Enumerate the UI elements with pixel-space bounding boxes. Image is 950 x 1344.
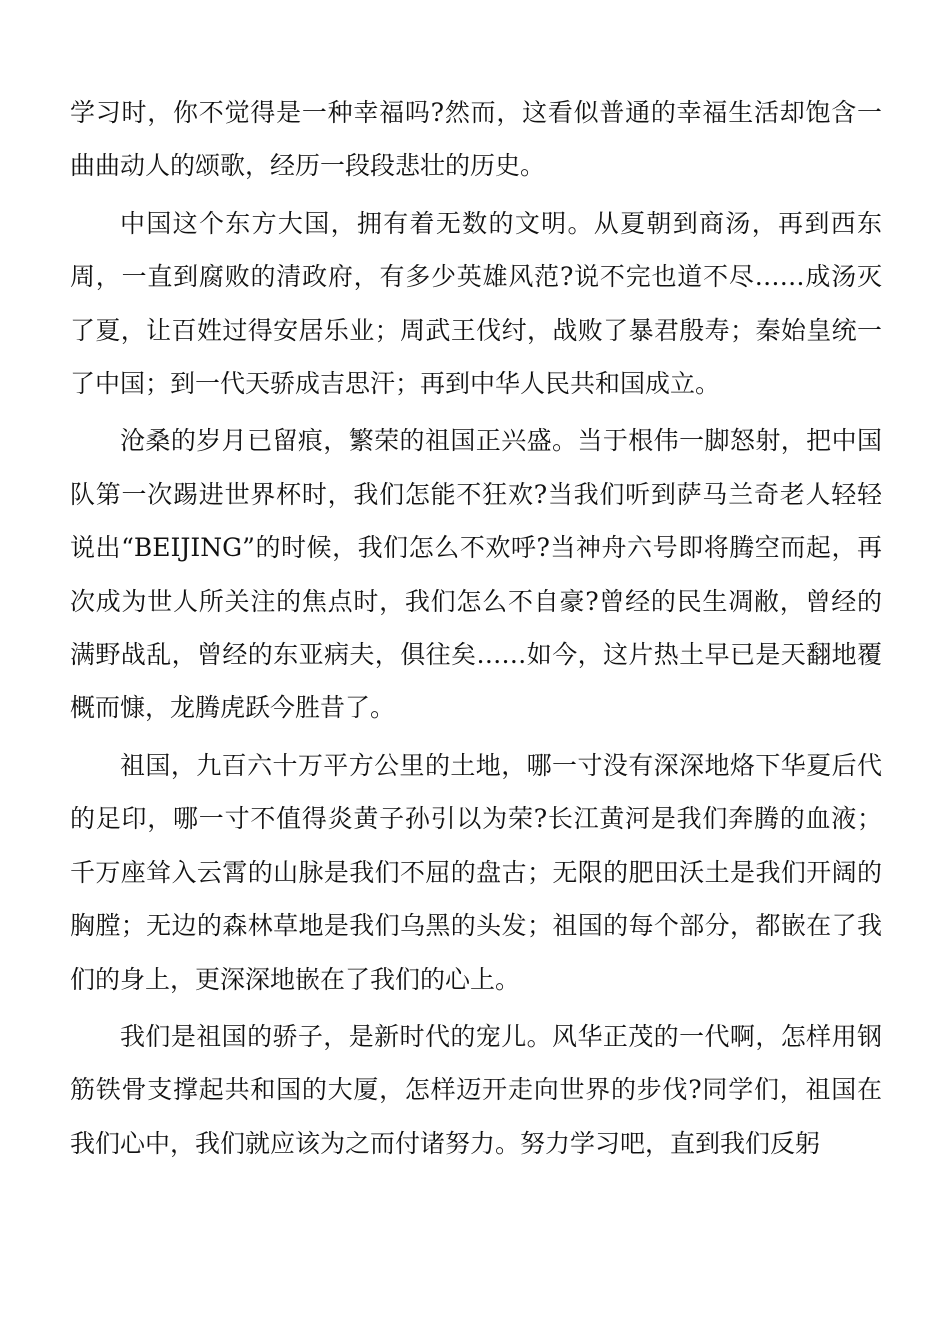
- document-body: [70, 86, 882, 1174]
- paragraph-3: 沧桑的岁月已留痕，繁荣的祖国正兴盛。当于根伟一脚怒射，把中国队第一次踢进世界杯时，我们怎能不狂欢?当我们听到萨马兰奇老人轻轻说出“BEIJING”的时候，我们怎么不欢呼?当神舟六号即将腾空而起，再次成为世人所关注的焦点时，我们怎么不自豪?曾经的民生凋敝，曾经的满野战乱，曾经的东亚病夫，俱往矣……如今，这片热土早已是天翻地覆概而慷，龙腾虎跃今胜昔了。: [70, 426, 882, 723]
- paragraph-4: 祖国，九百六十万平方公里的土地，哪一寸没有深深地烙下华夏后代的足印，哪一寸不值得炎黄子孙引以为荣?长江黄河是我们奔腾的血液；千万座耸入云霄的山脉是我们不屈的盘古；无限的肥田沃土是我们开阔的胸膛；无边的森林草地是我们乌黑的头发；祖国的每个部分，都嵌在了我们的身上，更深深地嵌在了我们的心上。: [70, 750, 882, 994]
- paragraph-5: 我们是祖国的骄子，是新时代的宠儿。风华正茂的一代啊，怎样用钢筋铁骨支撑起共和国的大厦，怎样迈开走向世界的步伐?同学们，祖国在我们心中，我们就应该为之而付诸努力。努力学习吧，直到我们反躬: [70, 1021, 882, 1158]
- paragraph-2: 中国这个东方大国，拥有着无数的文明。从夏朝到商汤，再到西东周，一直到腐败的清政府，有多少英雄风范?说不完也道不尽……成汤灭了夏，让百姓过得安居乐业；周武王伐纣，战败了暴君殷寿；秦始皇统一了中国；到一代天骄成吉思汗；再到中华人民共和国成立。: [70, 208, 882, 399]
- paragraph-1: 学习时，你不觉得是一种幸福吗?然而，这看似普通的幸福生活却饱含一曲曲动人的颂歌，经历一段段悲壮的历史。: [70, 98, 882, 181]
